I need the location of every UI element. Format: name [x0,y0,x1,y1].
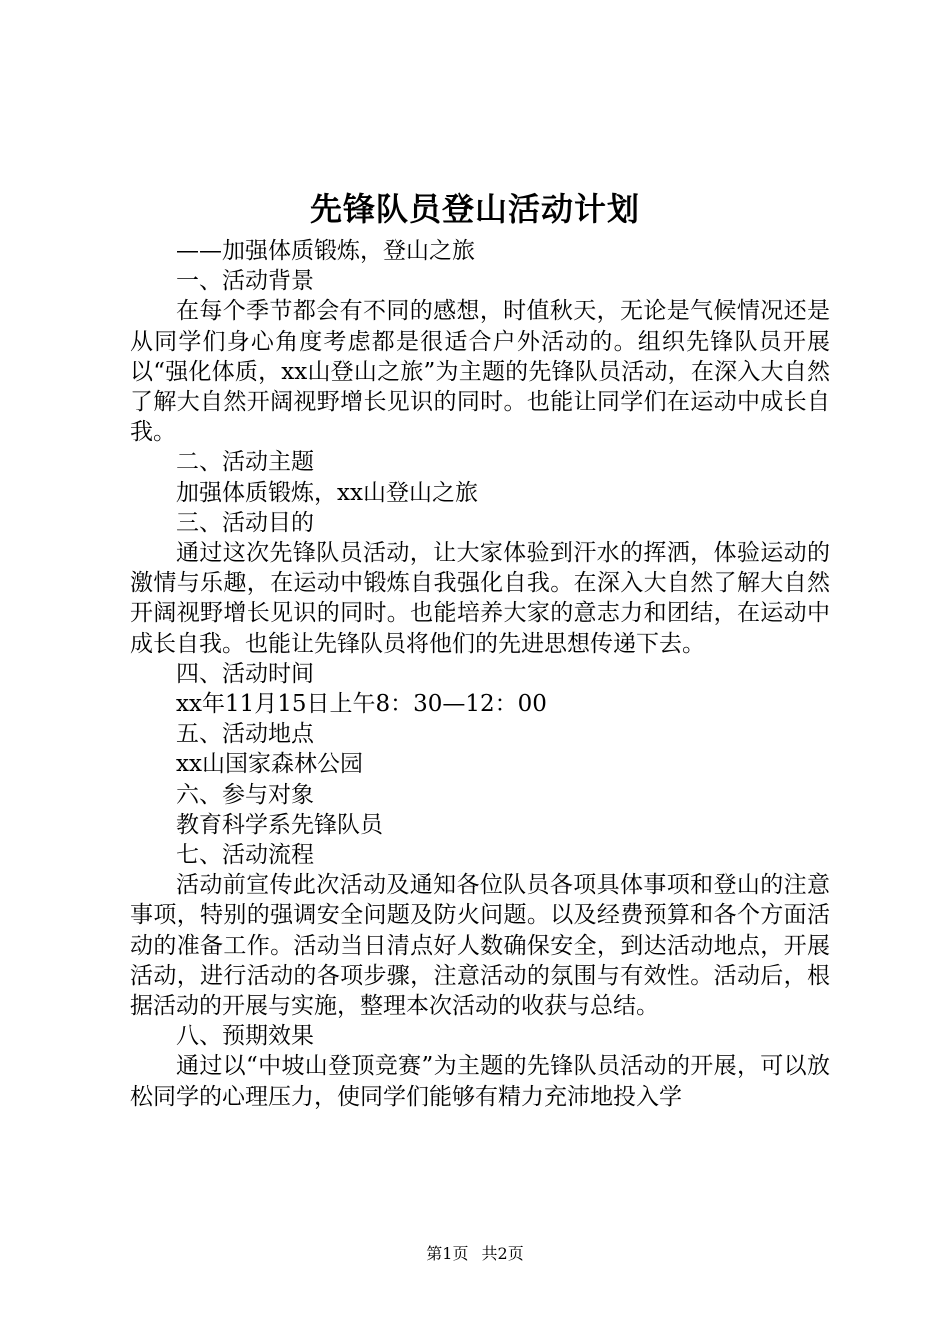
section-heading-process: 七、活动流程 [176,842,314,869]
section-body-location: xx山国家森林公园 [176,751,363,778]
section-heading-purpose: 三、活动目的 [176,509,314,536]
section-body-expected-effect: 通过以“中坡山登顶竞赛”为主题的先锋队员活动的开展，可以放松同学的心理压力，使同学们能够有精力充沛地投入学 [130,1053,830,1110]
section-heading-expected-effect: 八、预期效果 [176,1023,314,1050]
section-heading-time: 四、活动时间 [176,660,314,687]
page-number-current: 第1页 [426,1244,469,1263]
section-heading-background: 一、活动背景 [176,268,314,295]
section-body-participants: 教育科学系先锋队员 [176,811,383,838]
section-heading-location: 五、活动地点 [176,721,314,748]
section-heading-theme: 二、活动主题 [176,449,314,476]
subtitle: ——加强体质锻炼，登山之旅 [176,238,475,264]
document-body [130,236,830,1112]
section-body-time: xx年11月15日上午8：30—12：00 [176,691,547,718]
section-body-background: 在每个季节都会有不同的感想，时值秋天，无论是气候情况还是从同学们身心角度考虑都是很适合户外活动的。组织先锋队员开展以“强化体质，xx山登山之旅”为主题的先锋队员活动，在深入大自然了解大自然开阔视野增长见识的同时。也能让同学们在运动中成长自我。 [130,298,830,446]
page-footer [0,1243,950,1265]
section-body-theme: 加强体质锻炼，xx山登山之旅 [176,479,478,506]
section-heading-participants: 六、参与对象 [176,781,314,808]
document-title: 先锋队员登山活动计划 [309,190,640,228]
section-body-process: 活动前宣传此次活动及通知各位队员各项具体事项和登山的注意事项，特别的强调安全问题及防火问题。以及经费预算和各个方面活动的准备工作。活动当日清点好人数确保安全，到达活动地点，开展活动，进行活动的各项步骤，注意活动的氛围与有效性。活动后，根据活动的开展与实施，整理本次活动的收获与总结。 [130,872,830,1020]
page-number-total: 共2页 [481,1244,524,1263]
section-body-purpose: 通过这次先锋队员活动，让大家体验到汗水的挥洒，体验运动的激情与乐趣，在运动中锻炼自我强化自我。在深入大自然了解大自然开阔视野增长见识的同时。也能培养大家的意志力和团结，在运动中成长自我。也能让先锋队员将他们的先进思想传递下去。 [130,540,830,657]
